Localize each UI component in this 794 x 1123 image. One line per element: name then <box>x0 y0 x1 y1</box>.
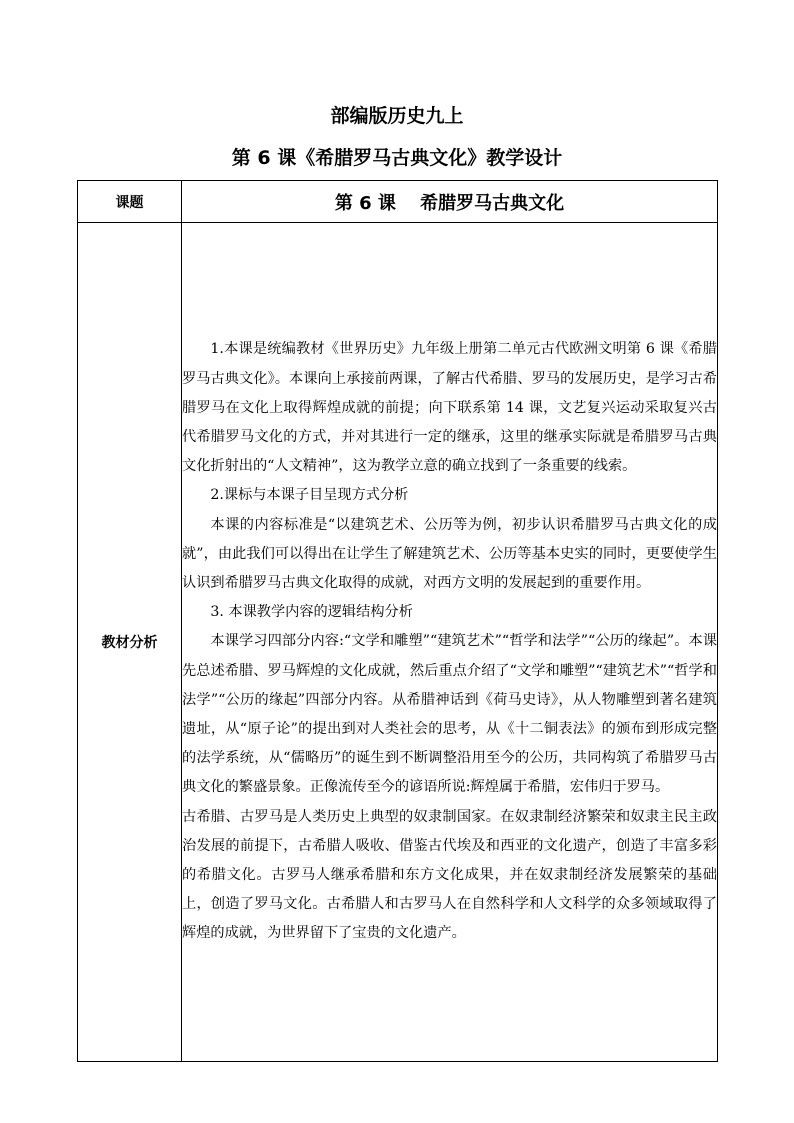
analysis-paragraph: 本课的内容标准是“以建筑艺术、公历等为例，初步认识希腊罗马古典文化的成就”，由此我们可以得出在让学生了解建筑艺术、公历等基本史实的同时，更要使学生认识到希腊罗马古典文化取得的成就，对西方文明的发展起到的重要作用。 <box>182 516 717 591</box>
lesson-design-table <box>77 180 718 1062</box>
textbook-analysis-label: 教材分析 <box>78 223 182 1062</box>
analysis-paragraph: 古希腊、古罗马是人类历史上典型的奴隶制国家。在奴隶制经济繁荣和奴隶主民主政治发展的前提下，古希腊人吸收、借鉴古代埃及和西亚的文化遗产，创造了丰富多彩的希腊文化。古罗马人继承希腊和东方文化成果，并在奴隶制经济发展繁荣的基础上，创造了罗马文化。古希腊人和古罗马人在自然科学和人文科学的众多领域取得了辉煌的成就，为世界留下了宝贵的文化遗产。 <box>182 808 717 942</box>
topic-value: 第 6 课 希腊罗马古典文化 <box>182 181 718 223</box>
analysis-paragraph: 2.课标与本课子目呈现方式分析 <box>210 487 409 504</box>
document-subtitle: 部编版历史九上 <box>330 105 464 127</box>
analysis-paragraph: 1.本课是统编教材《世界历史》九年级上册第二单元古代欧洲文明第 6 课《希腊罗马古典文化》。本课向上承接前两课，了解古代希腊、罗马的发展历史，是学习古希腊罗马在文化上取得辉煌成就的前提；向下联系第 14 课，文艺复兴运动采取复兴古代希腊罗马文化的方式，并对其进行一定的继承，这里的继承实际就是希腊罗马古典文化折射出的“人文精神”，这为教学立意的确立找到了一条重要的线索。 <box>182 341 717 475</box>
table-row-topic <box>78 181 718 223</box>
textbook-analysis-content <box>182 223 718 1062</box>
document-title: 第 6 课《希腊罗马古典文化》教学设计 <box>231 147 563 169</box>
topic-label: 课题 <box>78 181 182 223</box>
analysis-paragraph: 3. 本课教学内容的逻辑结构分析 <box>210 604 413 621</box>
table-row-textbook-analysis <box>78 223 718 1062</box>
analysis-paragraph: 本课学习四部分内容:“文学和雕塑”“建筑艺术”“哲学和法学”“公历的缘起”。本课先总述希腊、罗马辉煌的文化成就，然后重点介绍了“文学和雕塑”“建筑艺术”“哲学和法学”“公历的缘起”四部分内容。从希腊神话到《荷马史诗》，从人物雕塑到著名建筑遗址，从“原子论”的提出到对人类社会的思考，从《十二铜表法》的颁布到形成完整的法学系统，从“儒略历”的诞生到不断调整沿用至今的公历，共同构筑了希腊罗马古典文化的繁盛景象。正像流传至今的谚语所说:辉煌属于希腊，宏伟归于罗马。 <box>182 633 717 796</box>
